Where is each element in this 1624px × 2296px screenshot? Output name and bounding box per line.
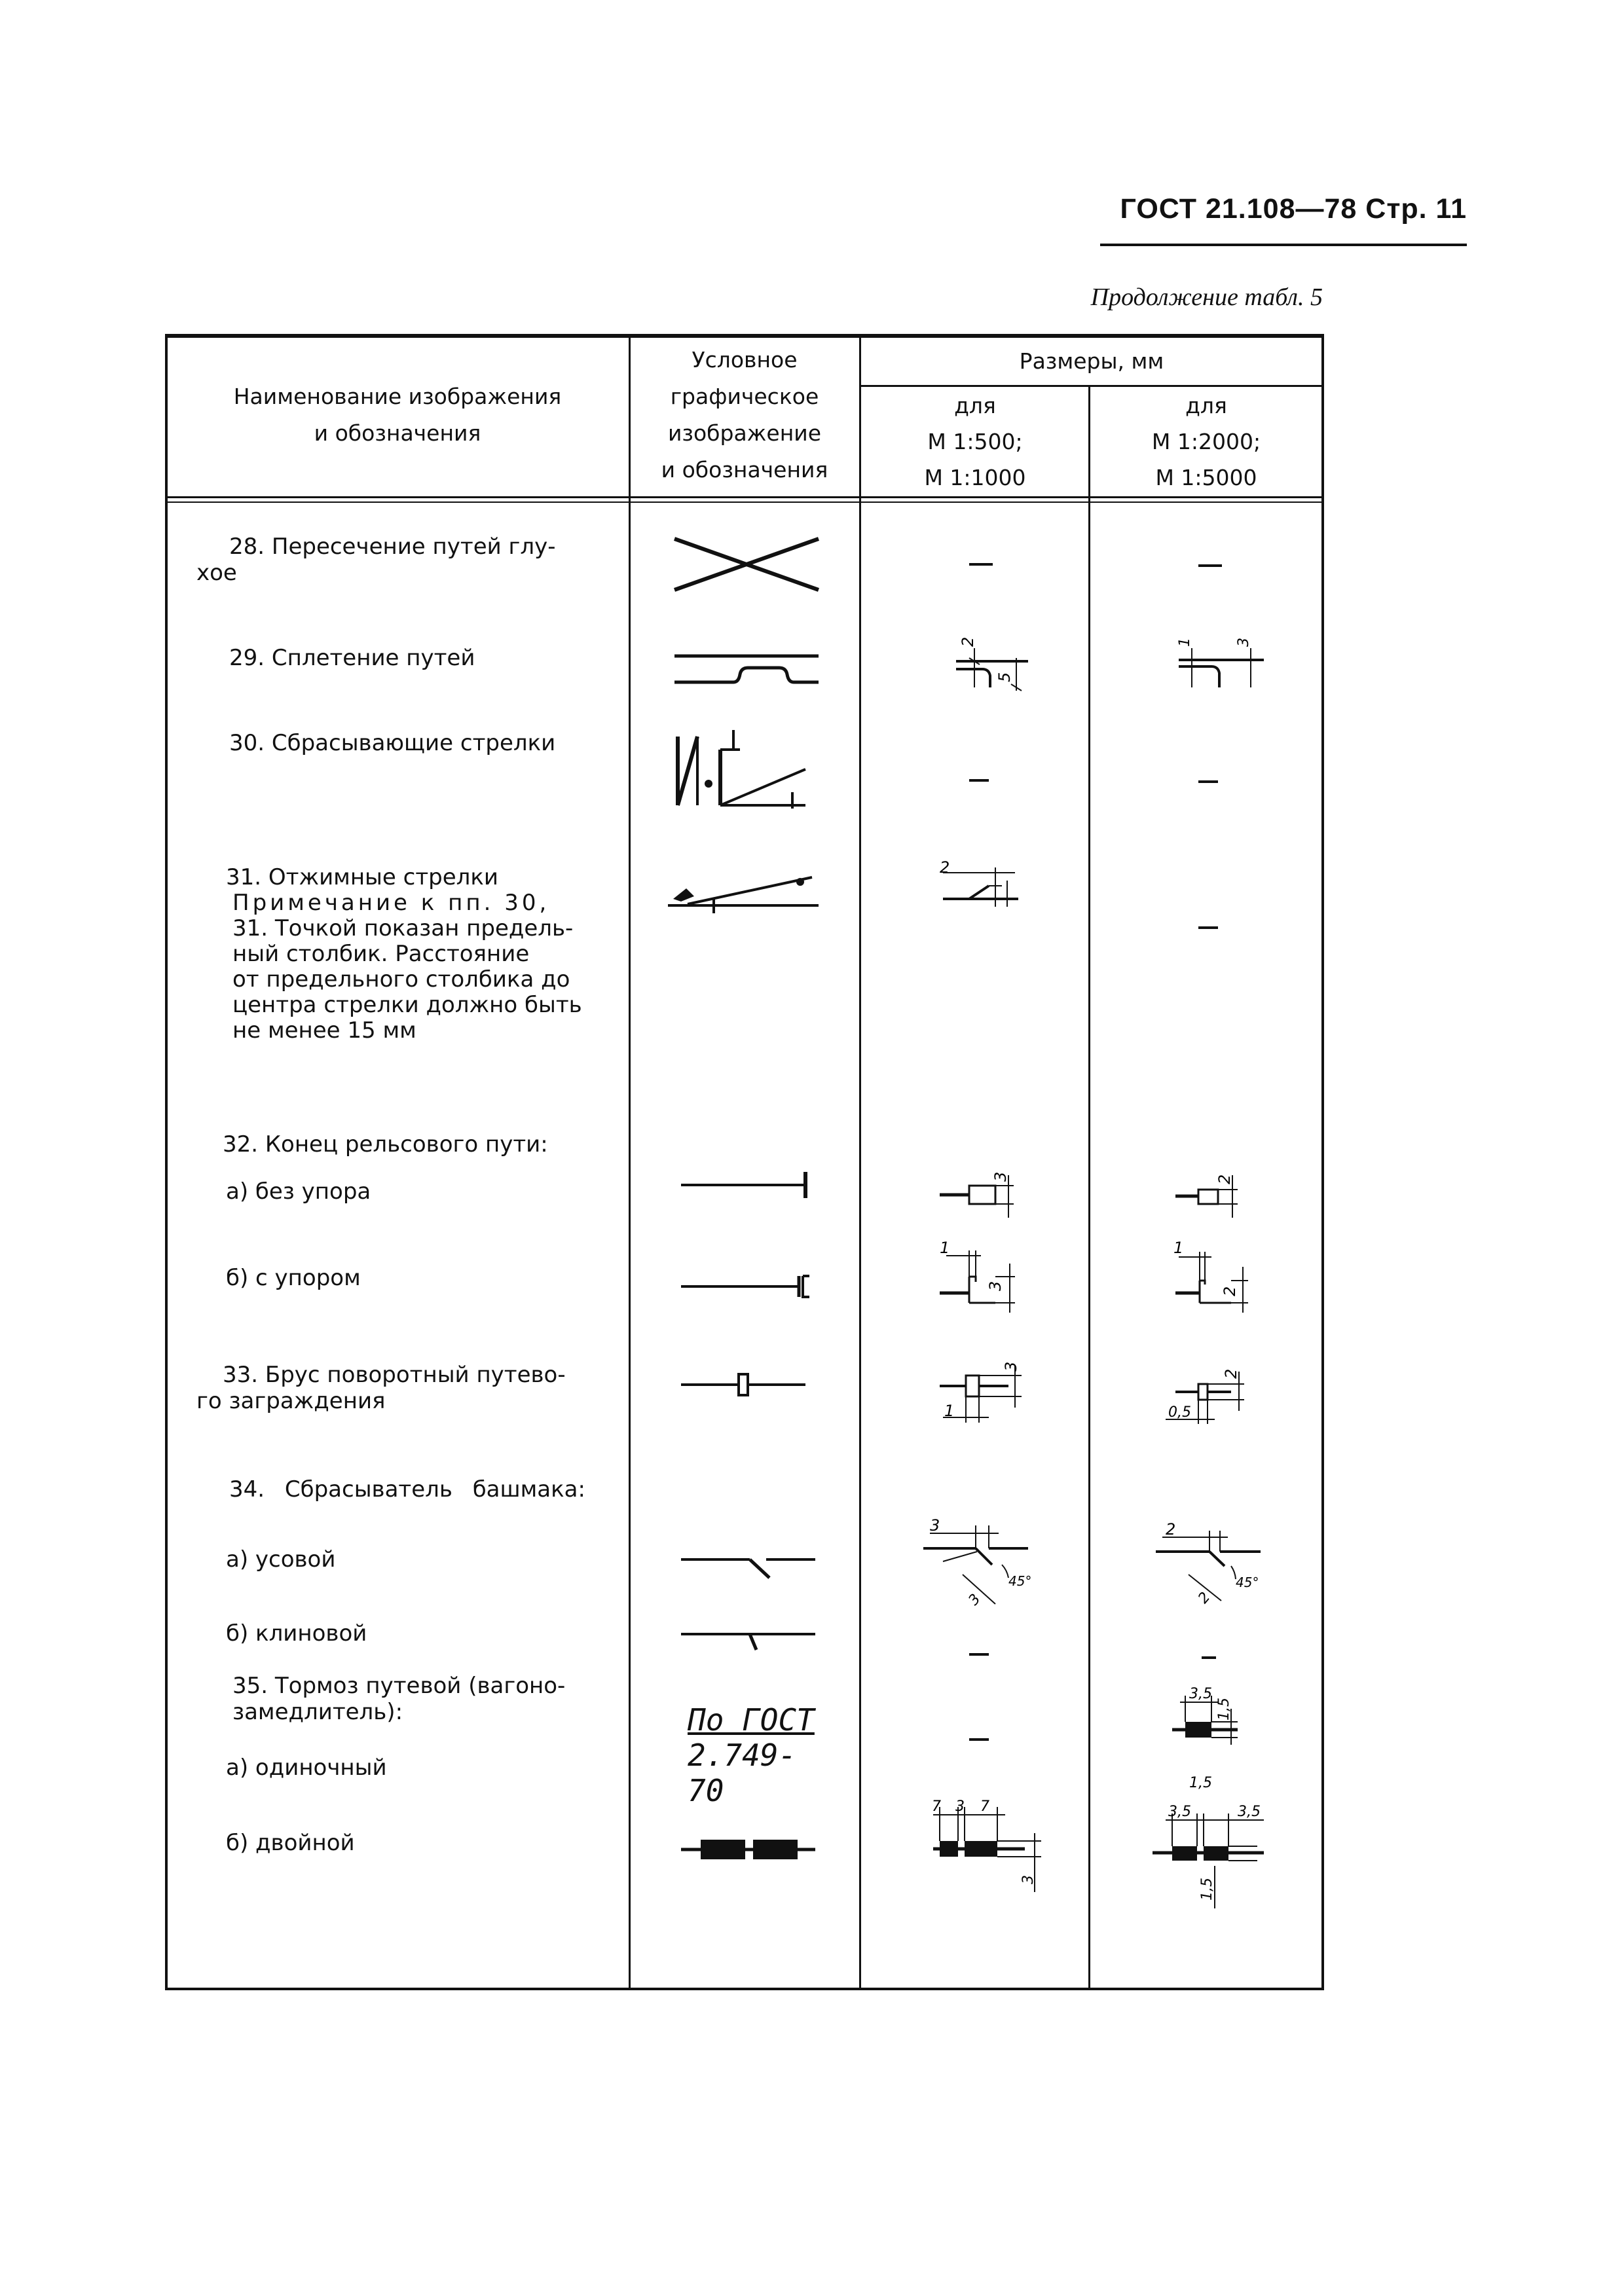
dim-label: 45° (1236, 1575, 1259, 1590)
dim-label: 2 (1166, 1520, 1176, 1539)
header-name-line-2: и обозначения (314, 420, 481, 446)
page-header: ГОСТ 21.108—78 Стр. 11 (1120, 193, 1467, 225)
dim-label: 3,5 (1238, 1804, 1261, 1820)
derailing-switch-symbol (668, 723, 825, 809)
header-scale-1-line-2: М 1:500; (927, 429, 1023, 454)
gost-ref-line-1: По ГОСТ (688, 1702, 815, 1738)
track-end-with-buffer-symbol (674, 1267, 819, 1306)
dash-35a-scale1 (969, 1738, 989, 1741)
table-left-border (165, 334, 168, 1990)
note-line-5: центра стрелки должно быть (232, 992, 582, 1018)
dims-35b-scale2 (1139, 1768, 1277, 1912)
note-line-6: не менее 15 мм (232, 1017, 416, 1044)
dash-30-scale2 (1198, 780, 1218, 783)
row-28-line-2: хое (196, 560, 237, 586)
dim-label: 1 (940, 1239, 950, 1257)
row-34a-name: а) усовой (226, 1546, 336, 1573)
dim-label: 3 (1020, 1875, 1037, 1884)
dim-label: 3,5 (1189, 1686, 1212, 1702)
header-scale-1 (862, 388, 1088, 496)
header-scale-2-line-1: для (1185, 393, 1227, 418)
turning-barrier-beam-symbol (674, 1365, 819, 1404)
dash-34b-scale2 (1202, 1656, 1216, 1659)
dim-label: 7 (980, 1798, 989, 1815)
note-line-1: Примечание к пп. 30, (232, 890, 550, 916)
dims-34a-scale1 (917, 1512, 1035, 1624)
header-symbol-line-2: графическое (670, 384, 819, 409)
row-35-name (196, 1673, 589, 1725)
note-line-4: от предельного столбика до (232, 966, 570, 993)
dims-31-scale1 (930, 861, 1028, 920)
dims-35b-scale1 (927, 1781, 1051, 1899)
header-scale-2-line-2: М 1:2000; (1151, 429, 1261, 454)
dims-32a-scale2 (1166, 1162, 1251, 1221)
col-divider-2 (859, 334, 861, 1990)
row-31-note (232, 890, 589, 1044)
dim-label: 1 (1177, 638, 1193, 647)
table-bottom-border (165, 1988, 1324, 1990)
row-35a-name: а) одиночный (226, 1755, 387, 1781)
dash-30-scale1 (969, 779, 989, 782)
dim-label: 3 (991, 1171, 1010, 1182)
gost-ref-line-2: 2.749-70 (688, 1738, 797, 1808)
header-symbol-line-1: Условное (692, 347, 798, 373)
dim-label: 2 (1195, 1589, 1214, 1607)
dims-34a-scale2 (1149, 1519, 1267, 1624)
row-34b-name: б) клиновой (226, 1620, 367, 1647)
note-line-3: ный столбик. Расстояние (232, 941, 530, 967)
header-symbol-line-4: и обозначения (661, 457, 828, 483)
dim-label: 0,5 (1168, 1404, 1191, 1421)
row-33-name (196, 1362, 589, 1414)
dim-label: 1,5 (1189, 1775, 1212, 1791)
header-separator (165, 496, 1324, 498)
row-30-name: 30. Сбрасывающие стрелки (229, 730, 556, 756)
dash-28-scale1 (969, 563, 993, 566)
row-31-name: 31. Отжимные стрелки (226, 864, 498, 890)
dim-label: 2 (1222, 1368, 1240, 1379)
dash-28-scale2 (1198, 564, 1222, 567)
row-32a-name: а) без упора (226, 1178, 371, 1205)
dim-label: 2 (1221, 1286, 1239, 1296)
dims-32a-scale1 (930, 1162, 1028, 1221)
row-33-line-1: 33. Брус поворотный путево- (223, 1362, 566, 1388)
header-symbol-line-3: изображение (667, 420, 822, 446)
dash-31-scale2 (1198, 926, 1218, 929)
header-sizes: Размеры, мм (1019, 348, 1164, 374)
track-end-no-buffer-symbol (674, 1165, 819, 1205)
dims-35a-scale2 (1166, 1676, 1264, 1748)
dim-label: 1,5 (1216, 1698, 1232, 1721)
dim-label: 3,5 (1168, 1804, 1191, 1820)
dim-label: 1 (944, 1402, 955, 1420)
dims-33-scale2 (1159, 1349, 1264, 1434)
header-scale-2-line-3: М 1:5000 (1155, 465, 1257, 490)
dim-label: 3 (1002, 1361, 1020, 1372)
row-34-name: 34. Сбрасыватель башмака: (229, 1476, 585, 1503)
dim-label: 45° (1008, 1573, 1032, 1589)
row-35-line-2: замедлитель): (232, 1699, 403, 1725)
dash-34b-scale1 (969, 1653, 989, 1656)
header-scale-1-line-3: М 1:1000 (924, 465, 1026, 490)
table-top-border (165, 334, 1324, 338)
dims-33-scale1 (930, 1345, 1035, 1430)
header-name (172, 378, 623, 452)
row-35b-name: б) двойной (226, 1830, 355, 1856)
dim-label: 5 (995, 672, 1014, 682)
header-separator-2 (165, 501, 1324, 503)
dims-29-scale2 (1166, 622, 1270, 694)
header-scale-1-line-1: для (954, 393, 996, 418)
dim-label: 2 (940, 861, 950, 877)
header-rule (1100, 244, 1467, 246)
dim-label: 1,5 (1199, 1878, 1215, 1901)
col-divider-1 (629, 334, 631, 1990)
table-continuation-label: Продолжение табл. 5 (1090, 283, 1323, 311)
track-interlacing-symbol (668, 648, 825, 694)
double-retarder-symbol (674, 1833, 819, 1866)
row-32b-name: б) с упором (226, 1265, 361, 1291)
gost-reference (688, 1702, 819, 1808)
spring-switch-symbol (661, 867, 825, 913)
track-crossing-symbol (661, 527, 825, 599)
col-divider-3 (1088, 386, 1090, 1990)
sizes-subheader-rule (859, 385, 1324, 387)
header-name-line-1: Наименование изображения (233, 384, 562, 409)
dim-label: 3 (986, 1281, 1005, 1291)
shoe-derailer-wedge-symbol (674, 1624, 819, 1656)
dim-label: 2 (1215, 1174, 1234, 1184)
dim-label: 7 (932, 1798, 941, 1815)
row-35-line-1: 35. Тормоз путевой (вагоно- (232, 1673, 566, 1699)
row-29-name: 29. Сплетение путей (229, 645, 475, 671)
dims-32b-scale1 (930, 1231, 1028, 1316)
shoe-derailer-whisker-symbol (674, 1552, 819, 1584)
header-scale-2 (1091, 388, 1321, 496)
row-32-name: 32. Конец рельсового пути: (223, 1131, 548, 1157)
dim-label: 3 (965, 1591, 984, 1609)
dim-label: 3 (955, 1798, 965, 1815)
row-33-line-2: го заграждения (196, 1388, 386, 1414)
dim-label: 1 (1173, 1239, 1184, 1257)
note-line-2: 31. Точкой показан предель- (232, 915, 574, 941)
row-28-name (196, 534, 589, 586)
dim-label: 3 (930, 1516, 940, 1535)
dims-32b-scale2 (1166, 1231, 1257, 1316)
table-right-border (1321, 334, 1324, 1990)
dim-label: 2 (959, 636, 977, 647)
dim-label: 3 (1236, 638, 1252, 647)
dims-29-scale1 (943, 622, 1035, 694)
row-28-line-1: 28. Пересечение путей глу- (229, 534, 556, 560)
header-symbol (631, 342, 858, 488)
